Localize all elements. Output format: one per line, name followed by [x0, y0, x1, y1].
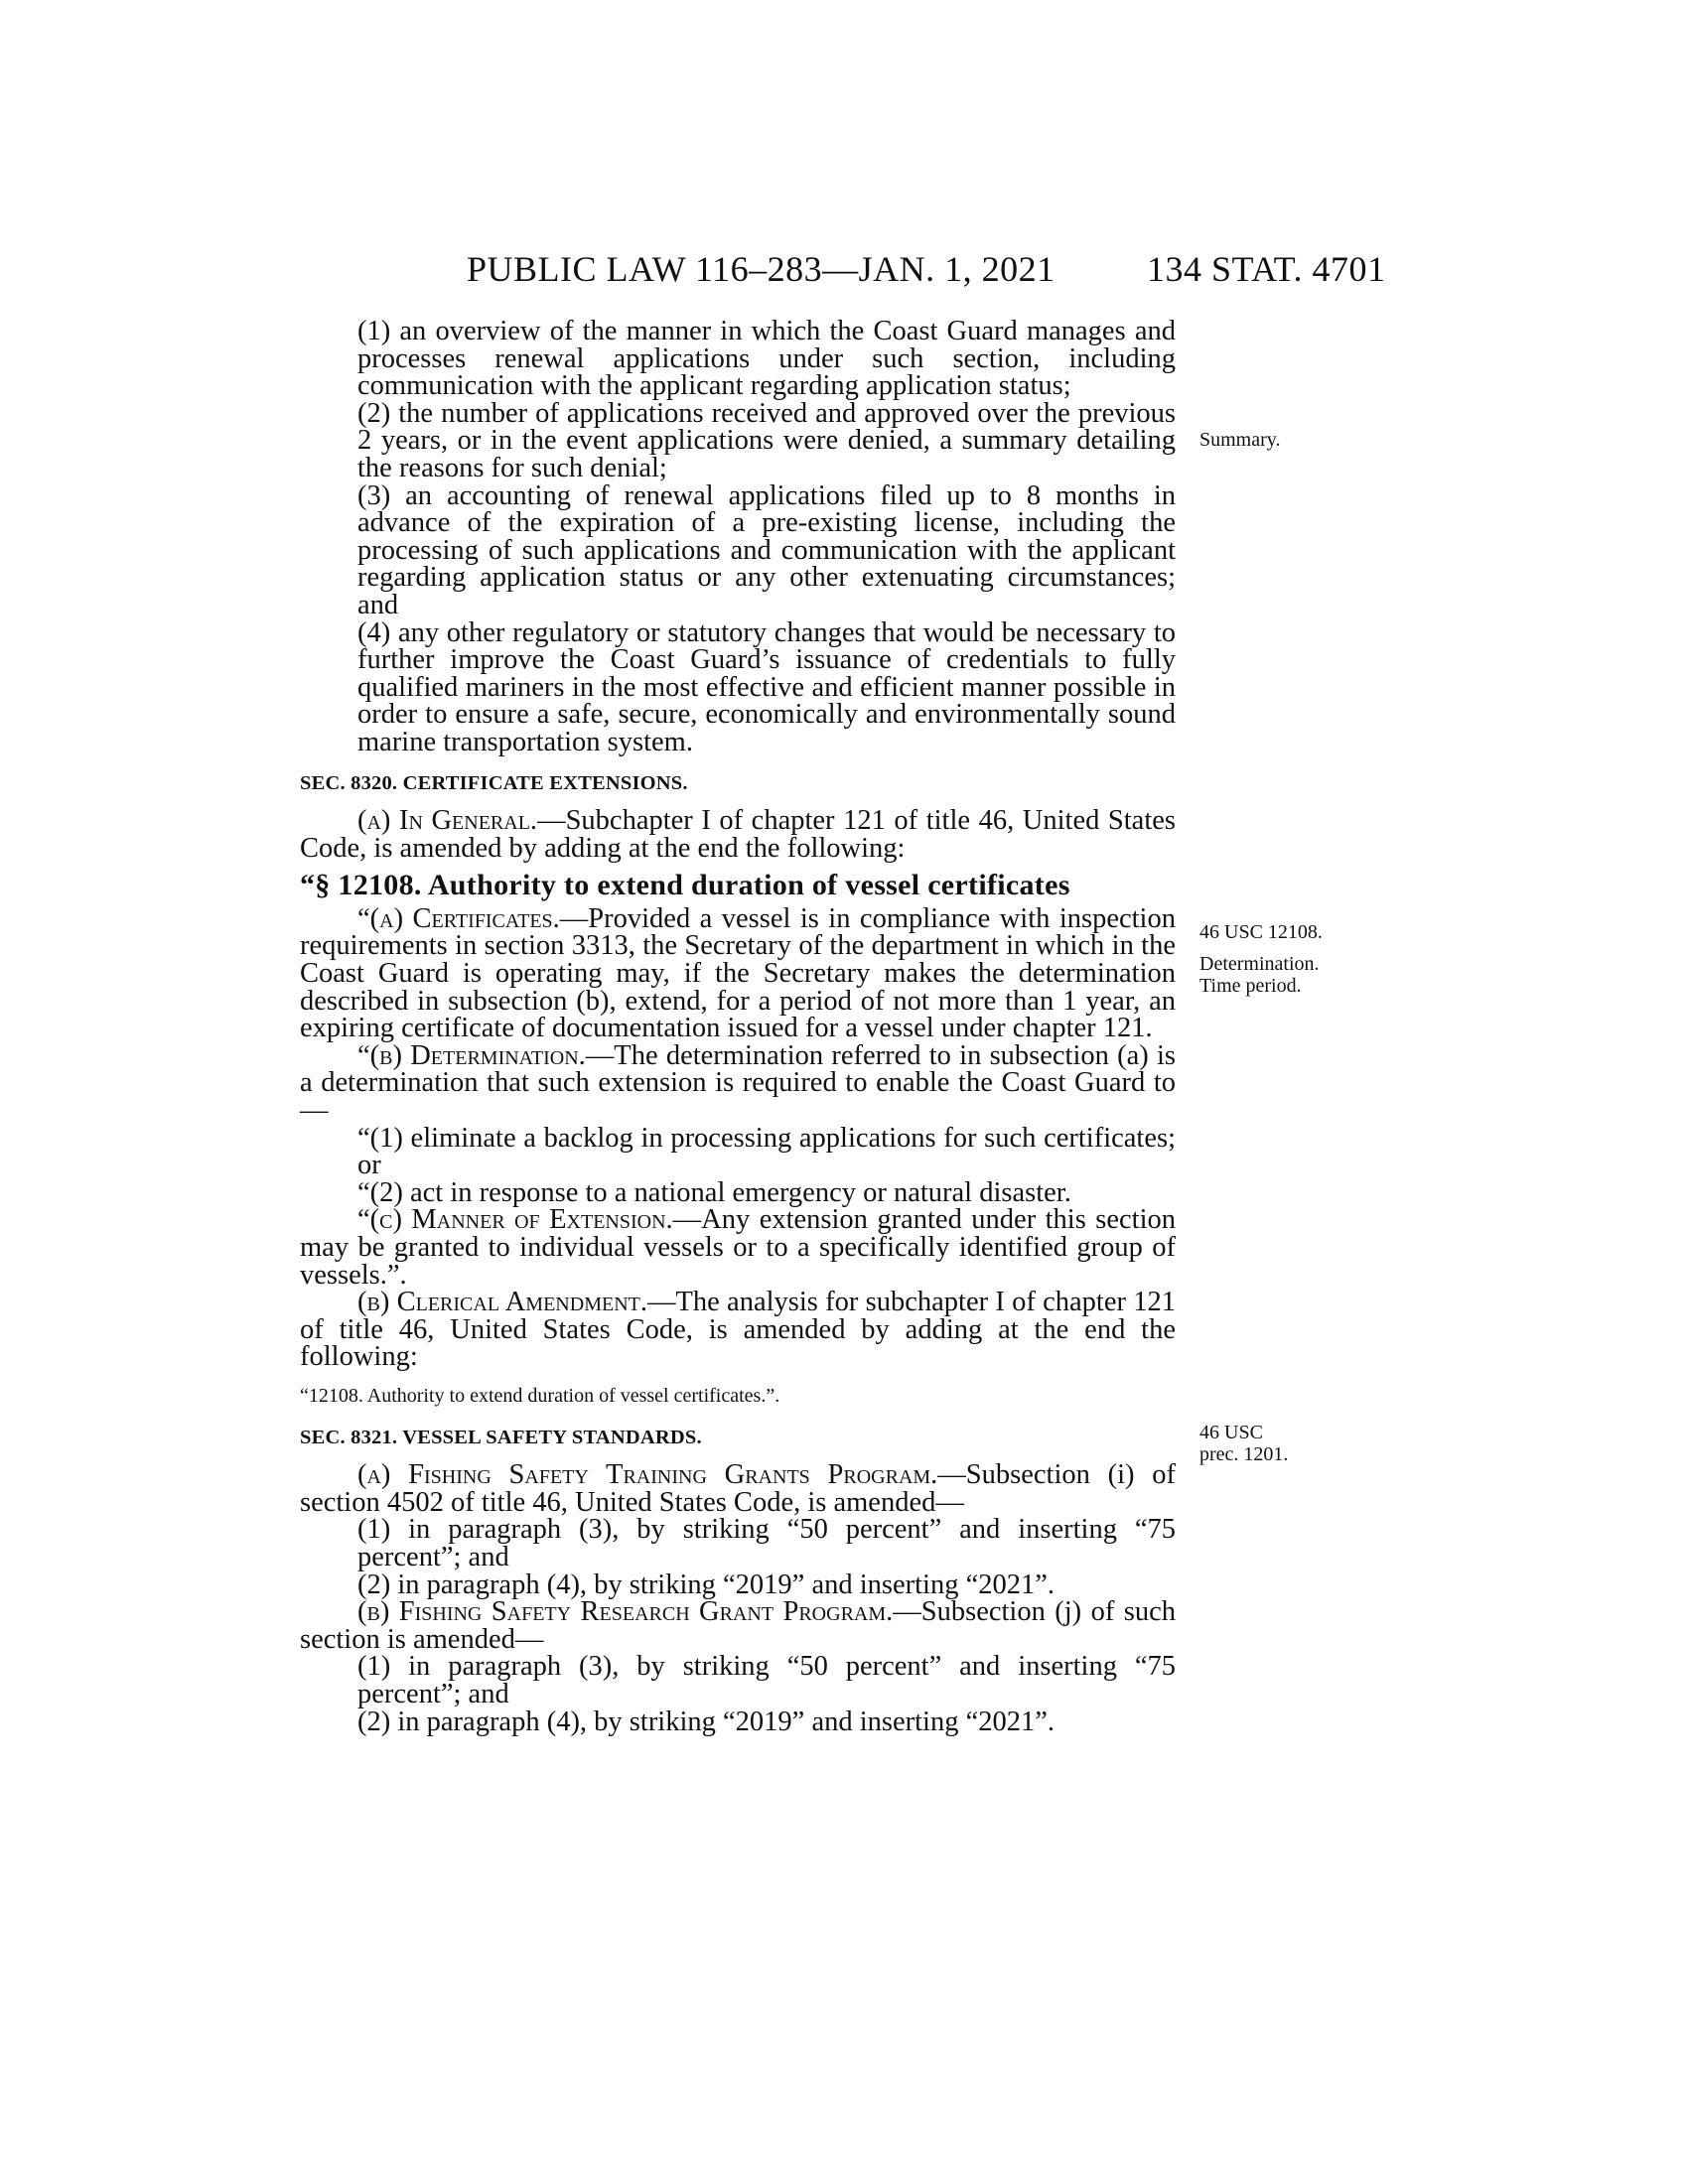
determination-b-2: “(2) act in response to a national emergency or natural disaster.	[357, 1176, 1071, 1208]
section-8320-b	[300, 1289, 1176, 1371]
section-8320-heading: SEC. 8320. CERTIFICATE EXTENSIONS.	[300, 771, 688, 794]
paragraph-3: (3) an accounting of renewal applications filed up to 8 months in advance of the expiration of a pre-existing license, including the processing of such applications and communication with the applicant regarding application status or any other extenuating circumstances; and	[357, 479, 1176, 620]
section-8321-b-1: (1) in paragraph (3), by striking “50 percent” and inserting “75 percent”; and	[357, 1651, 1176, 1709]
section-8321-a-lead: (a) Fishing Safety Training Grants Program.	[357, 1459, 938, 1491]
section-8321-a-2: (2) in paragraph (4), by striking “2019” and inserting “2021”.	[357, 1569, 1055, 1600]
certificates-a-text: —Provided a vessel is in compliance with inspection requirements in section 3313, the Secretary of the department in which in the Coast Guard is operating may, if the Secretary makes the determination described in subsection (b), extend, for a period of not more than 1 year, an expiring certificate of documentation issued for a vessel under chapter 121.	[300, 902, 1176, 1044]
section-8320-b-lead: (b) Clerical Amendment.	[357, 1287, 647, 1318]
subsection-12108-heading: “§ 12108. Authority to extend duration of vessel certificates	[300, 869, 1070, 902]
section-8320-b-text: —The analysis for subchapter I of chapter 121 of title 46, United States Code, is amended by adding at the end the following:	[300, 1287, 1176, 1373]
manner-c-lead: “(c) Manner of Extension.	[357, 1204, 673, 1236]
margin-note-determination: Determination.	[1199, 953, 1320, 975]
margin-note-usc-prec-line1: 46 USC	[1199, 1422, 1263, 1443]
section-8321-a	[300, 1461, 1176, 1516]
section-8321-b	[300, 1598, 1176, 1653]
manner-c	[300, 1206, 1176, 1289]
section-8320-a-lead: (a) In General.	[357, 805, 538, 837]
section-8320-a-text: —Subchapter I of chapter 121 of title 46, United States Code, is amended by adding at the end the following:	[300, 805, 1176, 864]
section-8321-b-text: —Subsection (j) of such section is amended—	[300, 1596, 1176, 1655]
margin-note-usc-prec-line2: prec. 1201.	[1199, 1443, 1289, 1465]
section-8321-a-1: (1) in paragraph (3), by striking “50 percent” and inserting “75 percent”; and	[357, 1514, 1176, 1572]
determination-b	[300, 1039, 1177, 1127]
determination-b-1: “(1) eliminate a backlog in processing applications for such certificates; or	[357, 1122, 1176, 1181]
paragraph-2: (2) the number of applications received and approved over the previous 2 years, or in the event applications were denied, a summary detailing the reasons for such denial;	[357, 397, 1176, 483]
section-8321-b-2: (2) in paragraph (4), by striking “2019” and inserting “2021”.	[357, 1706, 1055, 1737]
section-8321-b-lead: (b) Fishing Safety Research Grant Program.	[357, 1596, 894, 1628]
section-8320-a	[300, 807, 1176, 862]
paragraph-4: (4) any other regulatory or statutory changes that would be necessary to further improve the Coast Guard’s issuance of credentials to fully qualified mariners in the most effective and efficient manner possible in order to ensure a safe, secure, economically and environmentally sound marine transportation system.	[357, 616, 1176, 757]
certificates-a	[300, 902, 1176, 1044]
page-header-title: PUBLIC LAW 116–283—JAN. 1, 2021	[467, 249, 1055, 289]
manner-c-text: —Any extension granted under this section may be granted to individual vessels or to a specifically identified group of vessels.”.	[300, 1204, 1176, 1291]
determination-b-text: —The determination referred to in subsection (a) is a determination that such extension is required to enable the Coast Guard to—	[300, 1039, 1177, 1127]
document-body	[300, 318, 1176, 1735]
determination-b-lead: “(b) Determination.	[357, 1039, 586, 1071]
paragraph-1: (1) an overview of the manner in which the Coast Guard manages and processes renewal applications under such section, including communication with the applicant regarding application status;	[357, 316, 1176, 402]
table-of-sections-entry: “12108. Authority to extend duration of vessel certificates.”.	[300, 1384, 780, 1407]
page-header-stat: 134 STAT. 4701	[1147, 249, 1386, 289]
margin-note-summary: Summary.	[1199, 429, 1281, 451]
certificates-a-lead: “(a) Certificates.	[357, 902, 560, 934]
section-8321-a-text: —Subsection (i) of section 4502 of title 46, United States Code, is amended—	[300, 1459, 1176, 1518]
margin-note-time-period: Time period.	[1199, 975, 1302, 997]
section-8321-heading: SEC. 8321. VESSEL SAFETY STANDARDS.	[300, 1426, 702, 1448]
margin-note-usc-12108: 46 USC 12108.	[1199, 921, 1323, 943]
